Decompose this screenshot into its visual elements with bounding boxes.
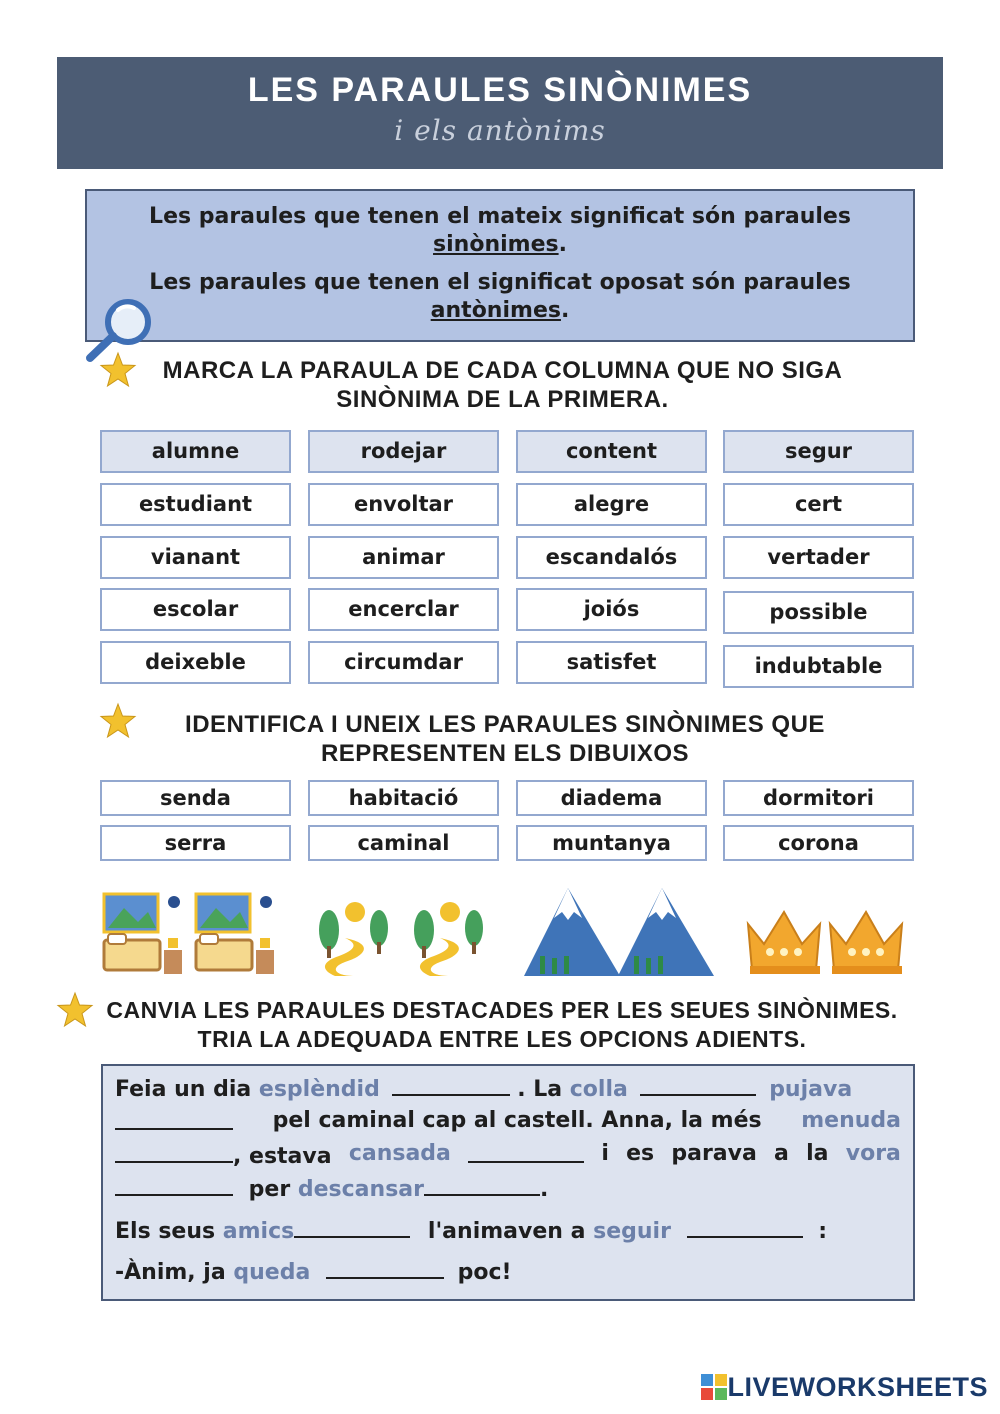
word-cell-option[interactable]: vertader (723, 536, 914, 579)
match-word[interactable]: diadema (516, 780, 707, 816)
star-icon (99, 702, 137, 740)
word-cell-option[interactable]: estudiant (100, 483, 291, 526)
antonyms-term: antònimes (430, 298, 561, 323)
bedroom-icon (104, 894, 274, 974)
definition-synonyms: Les paraules que tenen el mateix significat són paraules sinònimes. (149, 204, 851, 257)
answer-blank[interactable] (468, 1141, 584, 1163)
story-line-4: per descansar . (115, 1174, 901, 1202)
word-cell-option[interactable]: possible (723, 591, 914, 634)
story-line-3: , estava cansada i es parava a la vora (115, 1141, 901, 1169)
answer-blank[interactable] (687, 1216, 803, 1238)
story-line-6: -Ànim, ja queda poc! (115, 1257, 901, 1285)
instruction-1: MARCA LA PARAULA DE CADA COLUMNA QUE NO SIGA SINÒNIMA DE LA PRIMERA. (162, 357, 843, 413)
match-word[interactable]: senda (100, 780, 291, 816)
highlighted-word: esplèndid (258, 1077, 380, 1102)
word-cell-option[interactable]: indubtable (723, 645, 914, 688)
instruction-3: CANVIA LES PARAULES DESTACADES PER LES SEUES SINÒNIMES. TRIA LA ADEQUADA ENTRE LES OPCIONS ADIENTS. (106, 997, 898, 1052)
pictures-row (100, 878, 915, 978)
story-line-5: Els seus amics l'animaven a seguir : (115, 1216, 901, 1244)
mountain-icon (524, 888, 714, 976)
story-line-1: Feia un dia esplèndid . La colla pujava (115, 1074, 901, 1102)
word-cell-header: segur (723, 430, 914, 473)
answer-blank[interactable] (115, 1108, 233, 1130)
highlighted-word: queda (233, 1260, 311, 1285)
page-header (57, 57, 943, 169)
brand-name: LIVEWORKSHEETS (727, 1371, 988, 1402)
word-cell-option[interactable]: deixeble (100, 641, 291, 684)
answer-blank[interactable] (115, 1174, 233, 1196)
word-cell-header: alumne (100, 430, 291, 473)
word-cell-option[interactable]: vianant (100, 536, 291, 579)
word-cell-header: content (516, 430, 707, 473)
story-box (101, 1064, 915, 1301)
highlighted-word: seguir (593, 1219, 671, 1244)
match-word[interactable]: corona (723, 825, 914, 861)
instruction-2: IDENTIFICA I UNEIX LES PARAULES SINÒNIMES QUE REPRESENTEN ELS DIBUIXOS (185, 711, 825, 767)
highlighted-word: descansar (297, 1177, 424, 1202)
highlighted-word: pujava (769, 1077, 853, 1102)
answer-blank[interactable] (392, 1074, 510, 1096)
page-subtitle: i els antònims (394, 114, 606, 147)
definition-antonyms: Les paraules que tenen el significat oposat són paraules antònimes. (149, 270, 851, 323)
highlighted-word: vora (845, 1141, 901, 1166)
highlighted-word: menuda (801, 1108, 901, 1133)
liveworksheets-logo-icon (701, 1374, 727, 1400)
answer-blank[interactable] (294, 1216, 410, 1238)
word-cell-option[interactable]: circumdar (308, 641, 499, 684)
word-cell-option[interactable]: envoltar (308, 483, 499, 526)
synonyms-term: sinònimes (433, 232, 559, 257)
answer-blank[interactable] (424, 1174, 540, 1196)
word-cell-option[interactable]: satisfet (516, 641, 707, 684)
word-cell-option[interactable]: animar (308, 536, 499, 579)
highlighted-word: colla (569, 1077, 628, 1102)
word-cell-option[interactable]: alegre (516, 483, 707, 526)
page-title: LES PARAULES SINÒNIMES (247, 71, 753, 109)
crown-icon (748, 912, 902, 974)
footer-brand (701, 1372, 988, 1402)
match-word[interactable]: caminal (308, 825, 499, 861)
match-word[interactable]: serra (100, 825, 291, 861)
word-cell-header: rodejar (308, 430, 499, 473)
match-word[interactable]: dormitori (723, 780, 914, 816)
word-cell-option[interactable]: cert (723, 483, 914, 526)
answer-blank[interactable] (640, 1074, 756, 1096)
match-word[interactable]: habitació (308, 780, 499, 816)
answer-blank[interactable] (326, 1257, 444, 1279)
answer-blank[interactable] (115, 1141, 233, 1163)
match-word[interactable]: muntanya (516, 825, 707, 861)
story-line-2: pel caminal cap al castell. Anna, la més menuda (115, 1108, 901, 1133)
word-cell-option[interactable]: escandalós (516, 536, 707, 579)
highlighted-word: amics (222, 1219, 295, 1244)
definition-box (85, 189, 915, 342)
word-cell-option[interactable]: encerclar (308, 588, 499, 631)
word-cell-option[interactable]: escolar (100, 588, 291, 631)
word-cell-option[interactable]: joiós (516, 588, 707, 631)
highlighted-word: cansada (348, 1141, 451, 1166)
path-icon (319, 902, 483, 976)
